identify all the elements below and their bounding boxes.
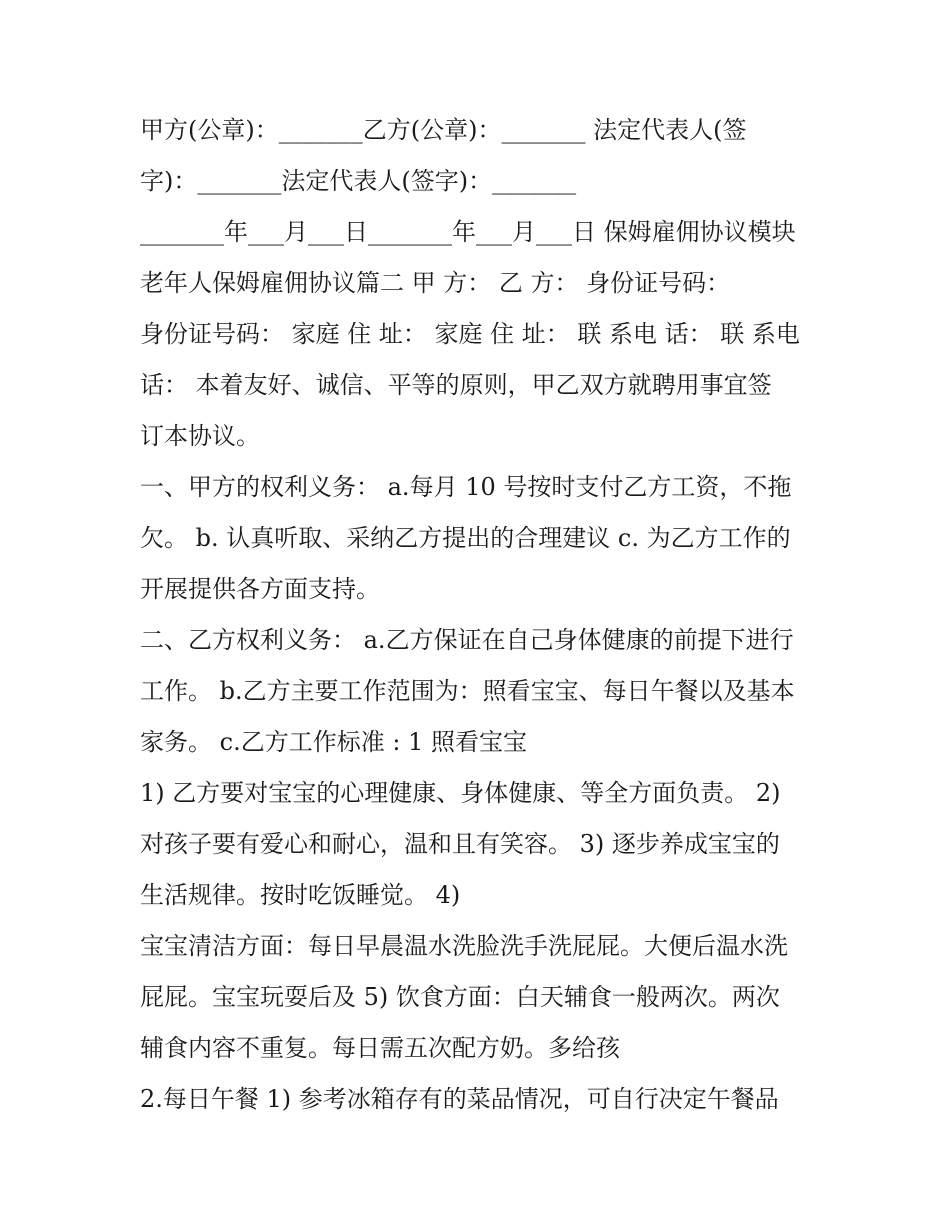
text-line: 二、乙方权利义务： a.乙方保证在自己身体健康的前提下进行 <box>140 626 794 654</box>
text-line: _______年___月___日_______年___月___日 保姆雇佣协议模块 <box>140 218 796 246</box>
text-line: 宝宝清洁方面：每日早晨温水洗脸洗手洗屁屁。大便后温水洗 <box>140 932 788 960</box>
text-line: 生活规律。按时吃饭睡觉。 4) <box>140 881 461 909</box>
text-line: 老年人保姆雇佣协议篇二 甲 方： 乙 方： 身份证号码： <box>140 269 731 297</box>
text-line: 1) 乙方要对宝宝的心理健康、身体健康、等全方面负责。 2) <box>140 779 781 807</box>
text-line: 一、甲方的权利义务： a.每月 10 号按时支付乙方工资，不拖 <box>140 473 792 501</box>
text-line: 家务。 c.乙方工作标准 : 1 照看宝宝 <box>140 728 527 756</box>
text-line: 订本协议。 <box>140 422 260 450</box>
text-line: 辅食内容不重复。每日需五次配方奶。多给孩 <box>140 1034 620 1062</box>
text-line: 2.每日午餐 1) 参考冰箱存有的菜品情况，可自行决定午餐品 <box>140 1085 779 1113</box>
text-line: 话： 本着友好、诚信、平等的原则，甲乙双方就聘用事宜签 <box>140 371 772 399</box>
text-line: 开展提供各方面支持。 <box>140 575 380 603</box>
text-line: 对孩子要有爱心和耐心，温和且有笑容。 3) 逐步养成宝宝的 <box>140 830 780 858</box>
text-line: 工作。 b.乙方主要工作范围为：照看宝宝、每日午餐以及基本 <box>140 677 795 705</box>
text-line: 欠。 b. 认真听取、采纳乙方提出的合理建议 c. 为乙方工作的 <box>140 524 791 552</box>
text-line: 甲方(公章)：_______乙方(公章)：_______ 法定代表人(签 <box>140 116 747 144</box>
text-line: 字)：_______法定代表人(签字)：_______ <box>140 167 577 195</box>
document-body <box>140 108 820 1128</box>
text-line: 屁屁。宝宝玩耍后及 5) 饮食方面：白天辅食一般两次。两次 <box>140 983 780 1011</box>
text-line: 身份证号码： 家庭 住 址： 家庭 住 址： 联 系电 话： 联 系电 <box>140 320 800 348</box>
